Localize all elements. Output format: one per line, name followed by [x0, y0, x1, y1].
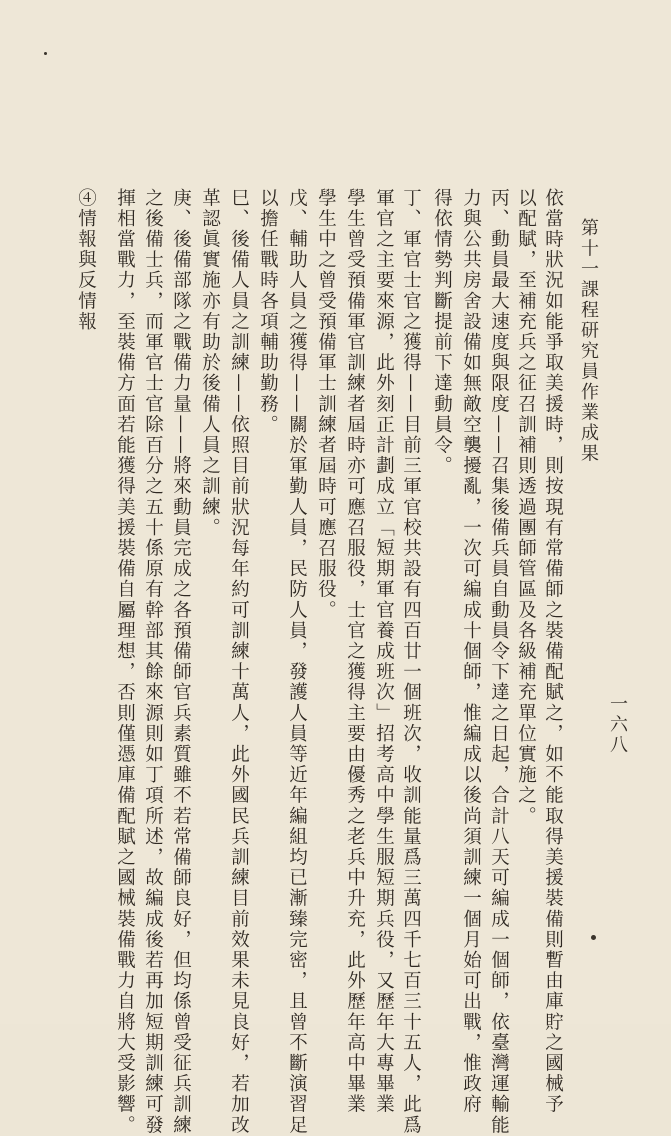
ink-dot: [591, 935, 596, 940]
section-heading: ④情報與反情報: [75, 188, 97, 333]
text-column-10: 戊、輔助人員之獲得——關於軍勤人員，民防人員，發護人員等近年編組均已漸臻完密，且曾不斷演習足: [286, 188, 308, 1136]
text-column-1: 依當時狀況如能爭取美援時，則按現有常備師之裝備配賦之，如不能取得美援裝備則暫由庫貯之國械予: [542, 188, 564, 1115]
text-column-3: 丙、動員最大速度與限度——召集後備兵員自動員令下達之日起，合計八天可編成一個師，依臺灣運輸能: [488, 188, 510, 1136]
ink-speck: [44, 52, 47, 55]
running-title: 第十一課程研究員作業成果: [578, 218, 599, 464]
text-column-14: 庚、後備部隊之戰備力量——將來動員完成之各預備師官兵素質雖不若常備師良好，但均係曾受征兵訓練: [170, 188, 192, 1136]
text-column-13: 革認眞實施亦有助於後備人員之訓練。: [199, 188, 221, 539]
text-column-15: 之後備士兵，而軍官士官除百分之五十係原有幹部其餘來源則如丁項所述，故編成後若再加短期訓練可發: [142, 188, 164, 1136]
text-column-12: 巳、後備人員之訓練——依照目前狀況每年約可訓練十萬人，此外國民兵訓練目前效果未見良好，若加改: [228, 188, 250, 1136]
text-column-6: 丁、軍官士官之獲得——目前三軍官校共設有四百廿一個班次，收訓能量爲三萬四千七百三十五人，此爲: [400, 188, 422, 1136]
text-column-9: 學生中之曾受預備軍士訓練者屆時可應召服役。: [315, 188, 337, 621]
text-column-5: 得依情勢判斷提前下達動員令。: [431, 188, 453, 477]
text-column-8: 學生曾受預備軍官訓練者屆時亦可應召服役，士官之獲得主要由優秀之老兵中升充，此外歷年高中畢業: [344, 188, 366, 1115]
page-number: 一六八: [607, 694, 628, 756]
text-column-2: 以配賦，至補充兵之征召訓補則透過團師管區及各級補充單位實施之。: [515, 188, 537, 827]
text-column-7: 軍官之主要來源，此外刻正計劃成立「短期軍官養成班次」招考高中學生服短期兵役，又歷年大專畢業: [373, 188, 395, 1115]
text-column-11: 以擔任戰時各項輔助勤務。: [257, 188, 279, 436]
text-column-4: 力與公共房舍設備如無敵空襲擾亂，一次可編成十個師，惟編成以後尚須訓練一個月始可出戰，惟政府: [460, 188, 482, 1115]
text-column-16: 揮相當戰力，至裝備方面若能獲得美援裝備自屬理想，否則僅憑庫備配賦之國械裝備戰力自將大受影響。: [114, 188, 136, 1136]
